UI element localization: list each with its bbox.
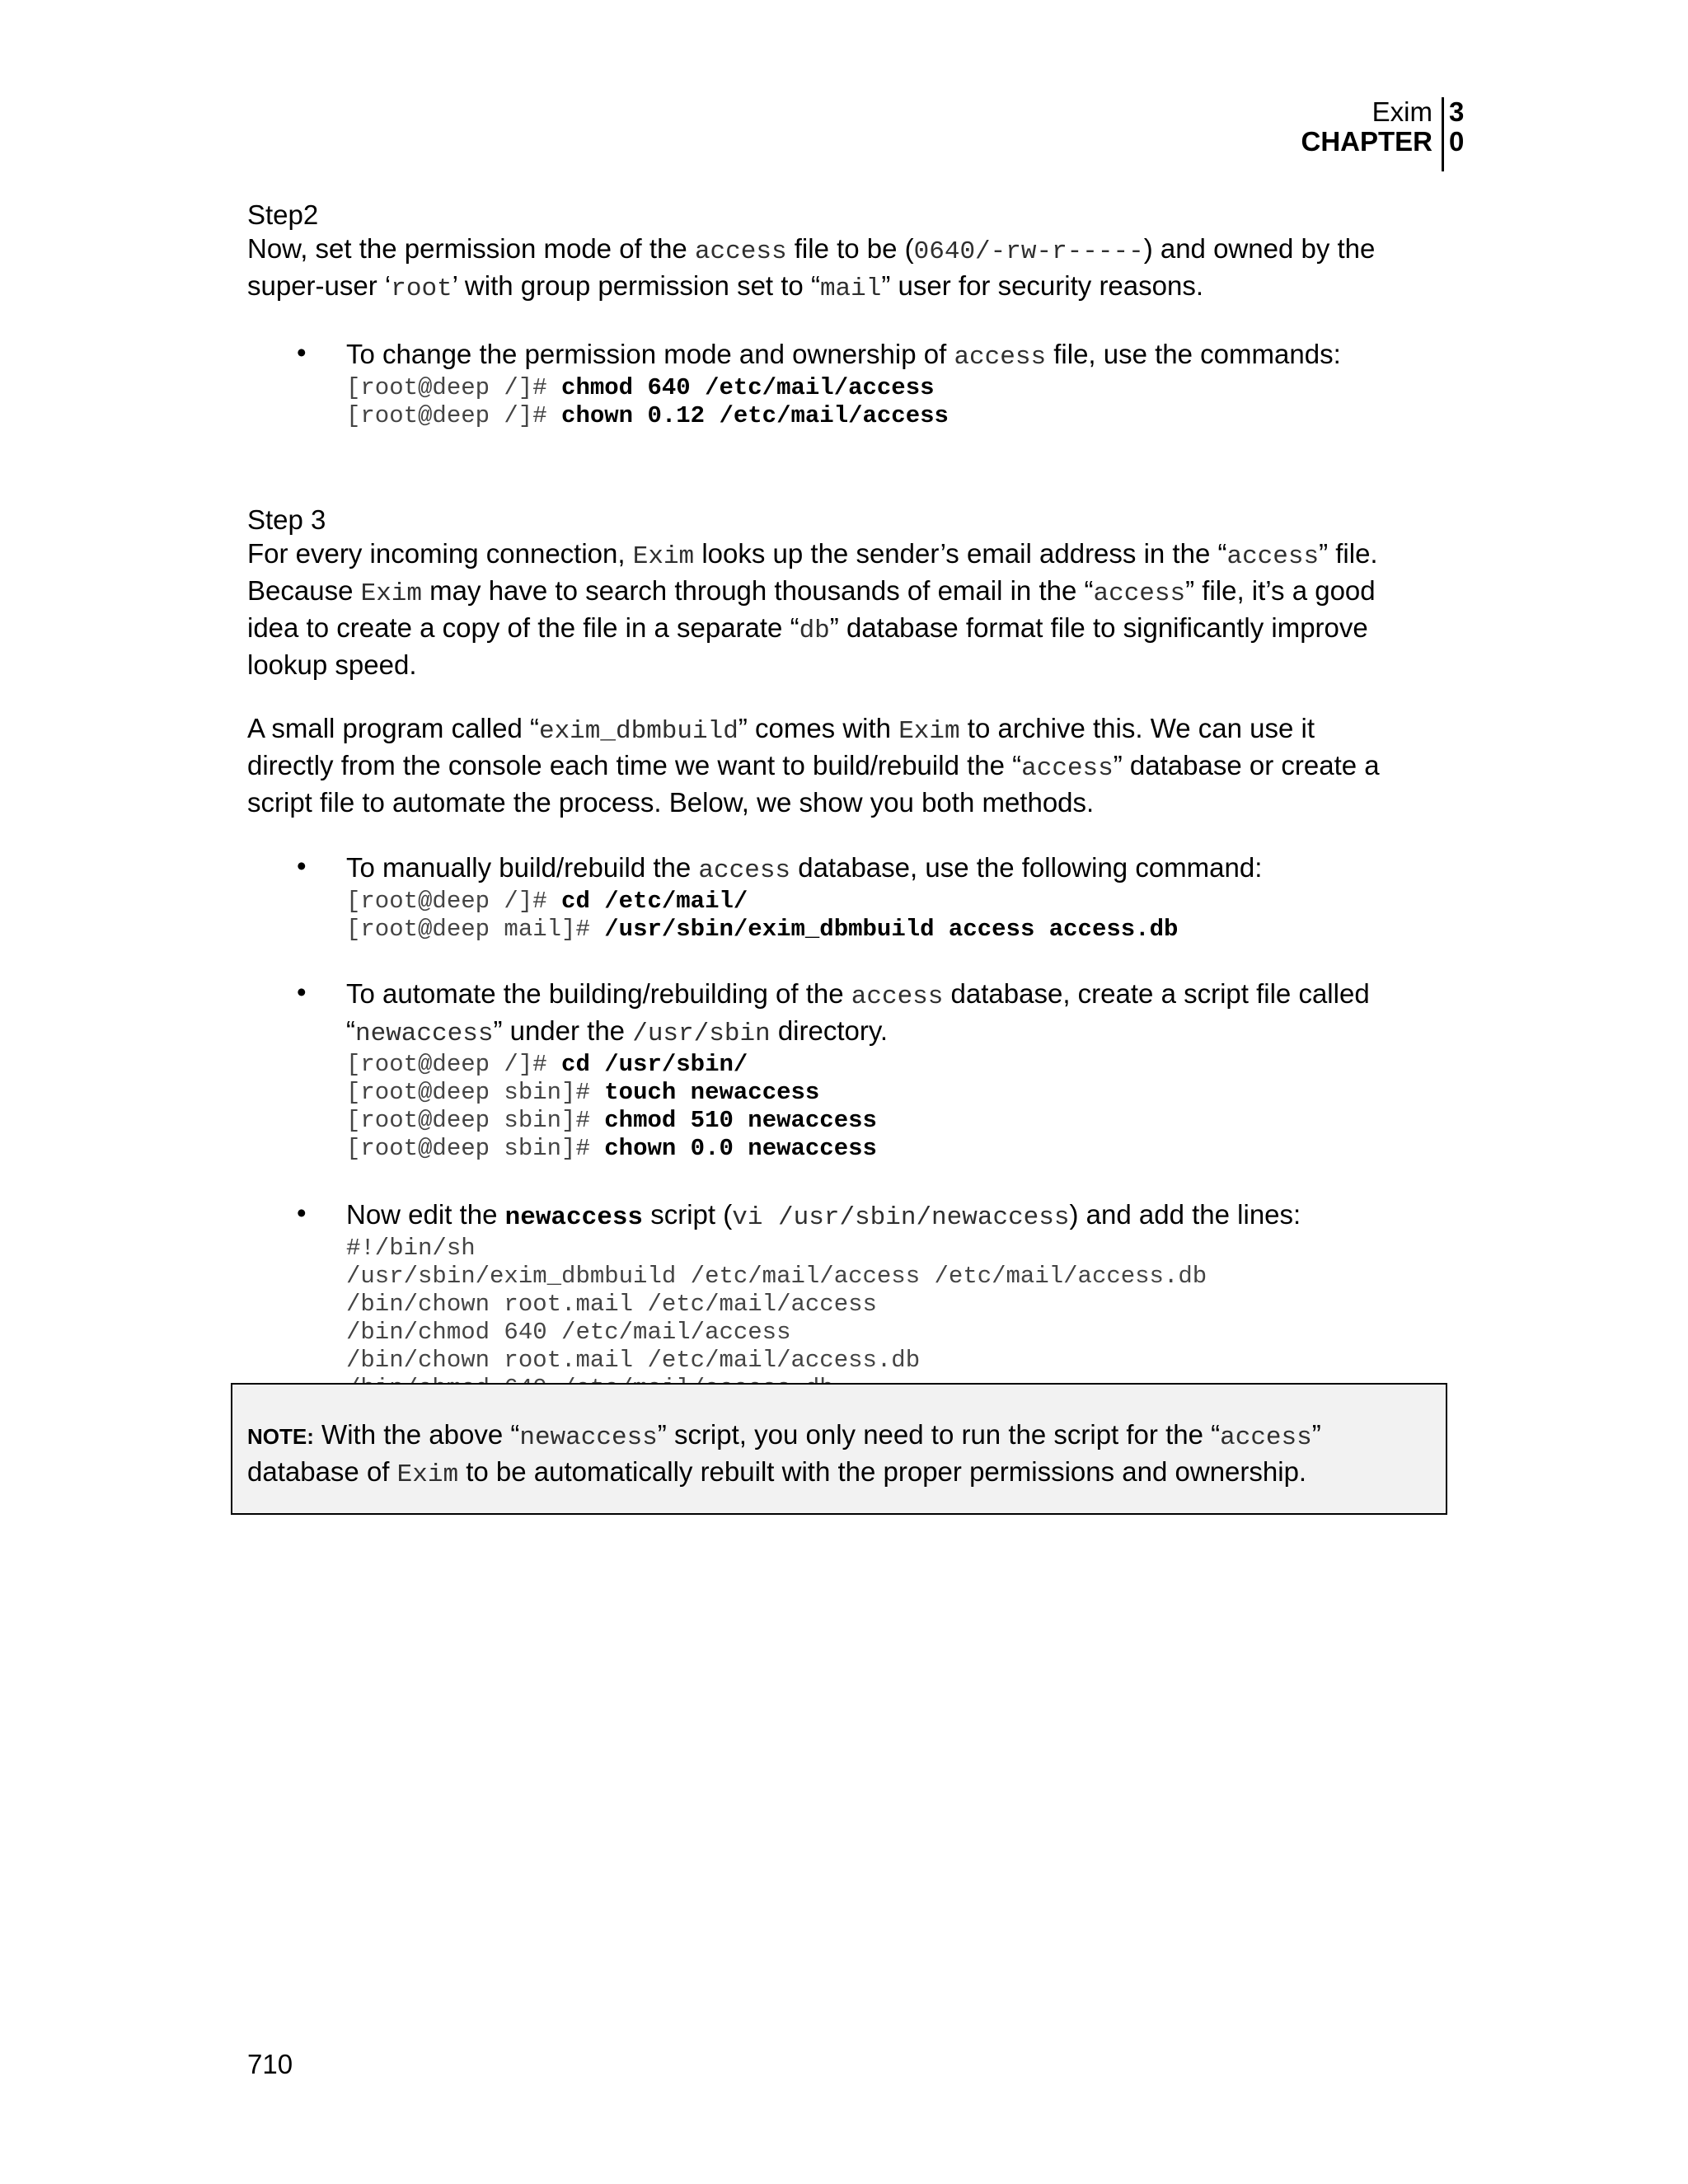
script-line: /bin/chmod 640 /etc/mail/access [346,1319,791,1346]
command-line: [root@deep /]# chmod 640 /etc/mail/access [346,374,935,401]
note-box: NOTE: With the above “newaccess” script, you only need to run the script for the “access” database of Exim to be automatically rebuilt with the proper permissions and ownership. [231,1383,1447,1515]
step3-heading: Step 3 [247,504,326,535]
note-label: NOTE: [247,1424,314,1449]
command-line: [root@deep /]# cd /etc/mail/ [346,888,748,915]
script-line: /bin/chown root.mail /etc/mail/access.db [346,1347,921,1374]
step2-paragraph-line1: Now, set the permission mode of the access file to be (0640/-rw-r-----) and owned by the [247,233,1376,266]
bullet-icon: • [297,977,307,1007]
command-line: [root@deep sbin]# chown 0.0 newaccess [346,1135,877,1162]
command-line: [root@deep mail]# /usr/sbin/exim_dbmbuild access access.db [346,916,1179,943]
step3-bullet-automate: • To automate the building/rebuilding of the access database, create a script file called “newaccess” under the /usr/sbin directory. [root@deep /]# cd /usr/sbin/ [root@deep sbin]# touch newaccess [root@deep sbin]# chmod 510 newaccess [root@deep sbin]# chown 0.0 newaccess [247,977,1451,1163]
command-line: [root@deep /]# chown 0.12 /etc/mail/access [346,402,949,429]
running-header [1301,96,1465,157]
page-content: Step2 Now, set the permission mode of the access file to be (0640/-rw-r-----) and owned by the super-user ‘root’ with group permission set to “mail” user for security reasons. • To change the permission mode and ownership of access file, use the commands: [root@deep /]# chmod 640 /etc/mail/access [root@deep /]# chown 0.12 /etc/mail/access Step 3 For every incoming connection, Exim looks up the sender’s email address in the “access” file. Because Exim may have to search through thousands of email in the “access” file, it’s a good idea to create a copy of the file in a separate “db” database format file to significantly improve lookup speed. A small program called “exim_dbmbuild” comes with Exim to archive this. We can use it directly from the console each time we want to build/rebuild the “access” database or create a script file to automate the process. Below, we show you both methods. • To manually build/rebuild the access database, use the following command: [root@deep /]# cd /etc/mail/ [root@deep mail]# /usr/sbin/exim_dbmbuild access access.db • To automate the building/rebuilding of the access database, create a script file called “newaccess” under the /usr/sbin directory. [root@deep /]# cd /usr/sbin/ [root@deep sbin]# touch newaccess [root@deep sbin]# chmod 510 newaccess [root@deep sbin]# chown 0.0 newaccess • Now edit the newaccess script (vi /usr/sbin/newaccess) and add the lines: #!/bin/sh /usr/sbin/exim_dbmbuild /etc/mail/access /etc/mail/access.db /bin/chown root.mail /etc/mail/access /bin/chmod 640 /etc/mail/access /bin/chown root.mail /etc/mail/access.db [247,198,1451,1403]
step2-paragraph-line2: super-user ‘root’ with group permission set to “mail” user for security reasons. [247,270,1204,303]
command-line: [root@deep /]# cd /usr/sbin/ [346,1051,748,1078]
step2-heading: Step2 [247,199,319,230]
bullet-icon: • [297,337,307,368]
script-line: /usr/sbin/exim_dbmbuild /etc/mail/access /etc/mail/access.db [346,1263,1207,1290]
command-line: [root@deep sbin]# touch newaccess [346,1079,820,1106]
page-number: 710 [247,2049,293,2079]
header-chapter-number: 3 0 [1442,97,1472,171]
step3-bullet-edit-script: • Now edit the newaccess script (vi /usr/sbin/newaccess) and add the lines: #!/bin/sh /usr/sbin/exim_dbmbuild /etc/mail/access /etc/mail/access.db /bin/chown root.mail /etc/mail/access /bin/chmod 640 /etc/mail/access /bin/chown root.mail /etc/mail/access.db [247,1197,1451,1403]
step2-bullet: • To change the permission mode and ownership of access file, use the commands: [root@deep /]# chmod 640 /etc/mail/access [root@deep /]# chown 0.12 /etc/mail/access [247,337,1451,430]
step3-bullet-manual: • To manually build/rebuild the access database, use the following command: [root@deep /]# cd /etc/mail/ [root@deep mail]# /usr/sbin/exim_dbmbuild access access.db [247,851,1451,944]
command-line: [root@deep sbin]# chmod 510 newaccess [346,1107,877,1134]
script-line: #!/bin/sh [346,1235,476,1262]
bullet-icon: • [297,1197,307,1228]
script-line: /bin/chown root.mail /etc/mail/access [346,1291,877,1318]
bullet-icon: • [297,851,307,881]
header-title: Exim [1372,96,1432,127]
header-chapter-label: CHAPTER [1301,126,1432,157]
